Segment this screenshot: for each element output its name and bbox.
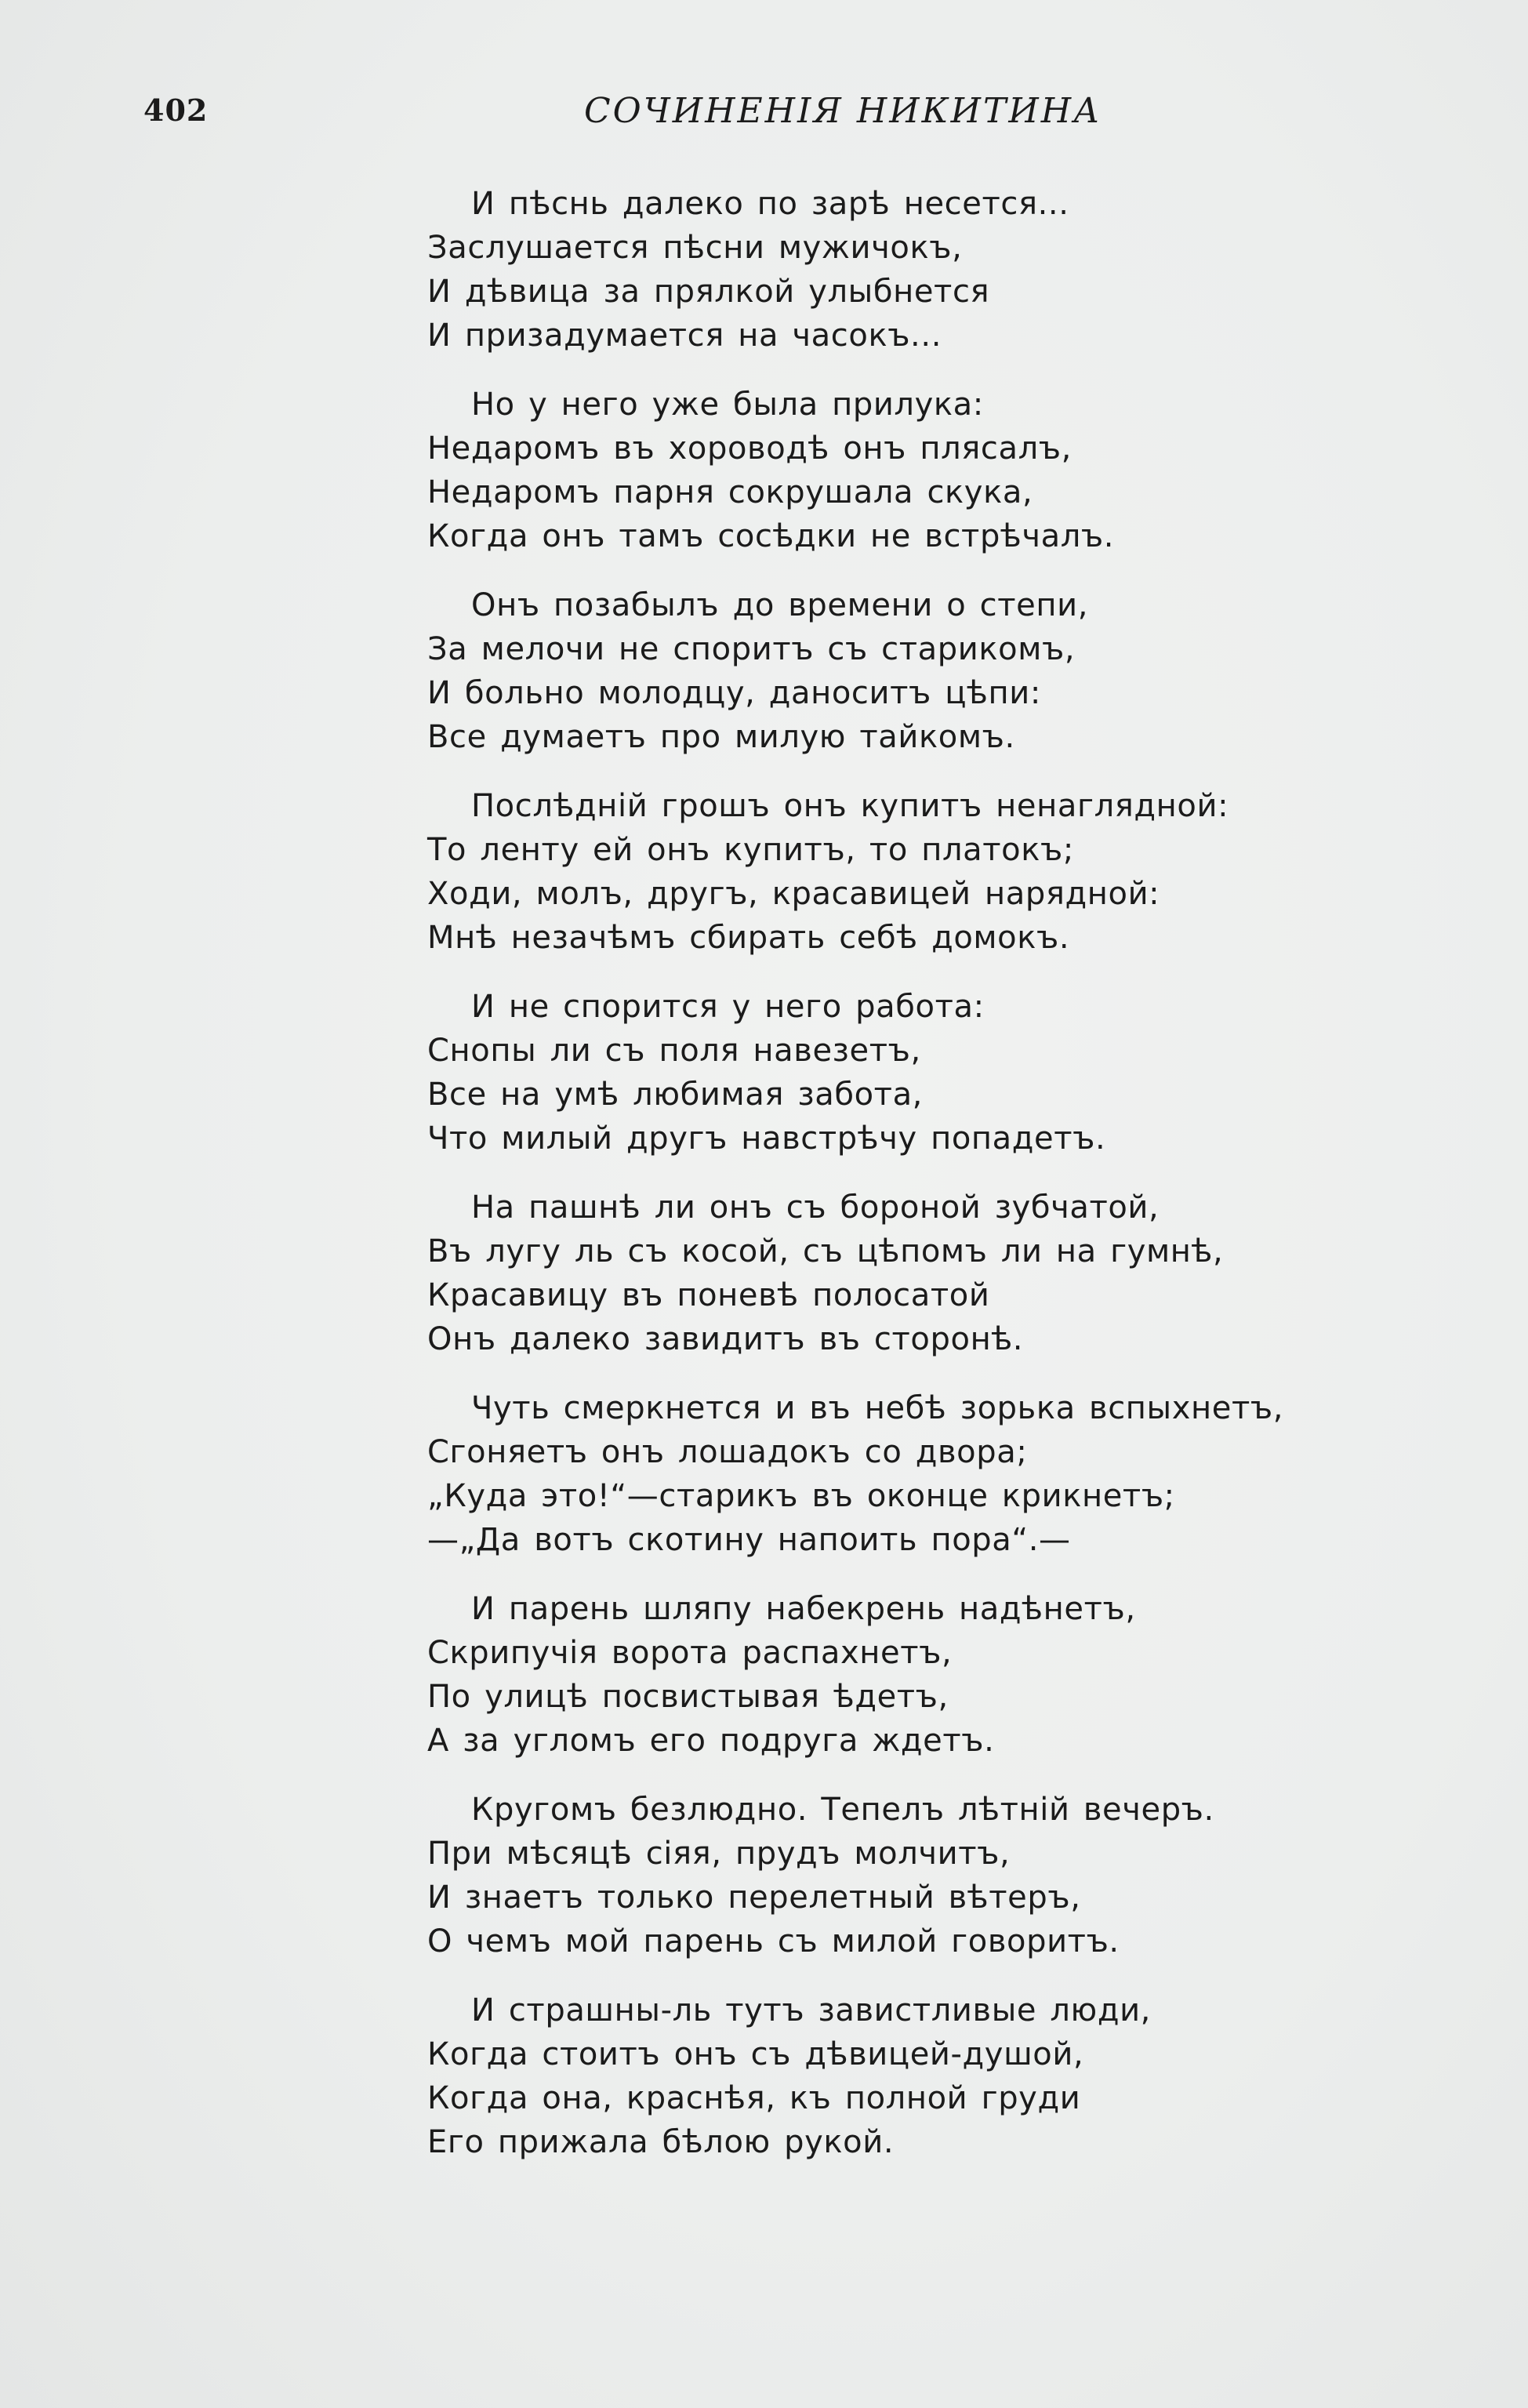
poem-line: Что милый другъ навстрѣчу попадетъ. bbox=[427, 1120, 1106, 1157]
poem-line: То ленту ей онъ купитъ, то платокъ; bbox=[427, 832, 1074, 868]
poem-line: Когда стоитъ онъ съ дѣвицей-душой, bbox=[427, 2036, 1084, 2072]
poem-line: Въ лугу ль съ косой, съ цѣпомъ ли на гумнѣ, bbox=[427, 1233, 1224, 1269]
poem-line: И дѣвица за прялкой улыбнется bbox=[427, 274, 990, 310]
poem-line: И не спорится у него работа: bbox=[471, 989, 985, 1025]
poem-line: И больно молодцу, даноситъ цѣпи: bbox=[427, 675, 1041, 711]
poem-line: Его прижала бѣлою рукой. bbox=[427, 2124, 895, 2160]
poem-line: И страшны-ль тутъ завистливые люди, bbox=[471, 1992, 1151, 2028]
poem-line: Недаромъ въ хороводѣ онъ плясалъ, bbox=[427, 430, 1072, 467]
poem-line: За мелочи не споритъ съ старикомъ, bbox=[427, 631, 1076, 667]
stanza bbox=[427, 383, 1368, 583]
poem-line: И призадумается на часокъ... bbox=[427, 318, 942, 354]
stanza bbox=[427, 985, 1368, 1186]
poem-line: Когда онъ тамъ сосѣдки не встрѣчалъ. bbox=[427, 518, 1115, 554]
poem-line: Послѣдній грошъ онъ купитъ ненаглядной: bbox=[471, 788, 1229, 824]
poem-line: Все на умѣ любимая забота, bbox=[427, 1077, 923, 1113]
poem-line: Ходи, молъ, другъ, красавицей нарядной: bbox=[427, 876, 1160, 912]
poem-line: Заслушается пѣсни мужичокъ, bbox=[427, 230, 963, 266]
poem-line: И пѣснь далеко по зарѣ несется... bbox=[471, 186, 1069, 222]
page-number: 402 bbox=[143, 93, 209, 128]
stanza bbox=[427, 1989, 1368, 2189]
poem-line: Кругомъ безлюдно. Тепелъ лѣтній вечеръ. bbox=[471, 1792, 1214, 1828]
stanza bbox=[427, 784, 1368, 985]
stanza bbox=[427, 1386, 1368, 1587]
poem-line: Красавицу въ поневѣ полосатой bbox=[427, 1277, 990, 1313]
stanza bbox=[427, 1788, 1368, 1989]
poem-line: Чуть смеркнется и въ небѣ зорька вспыхнетъ, bbox=[471, 1390, 1284, 1426]
poem-line: Онъ далеко завидитъ въ сторонѣ. bbox=[427, 1321, 1024, 1357]
poem-line: Онъ позабылъ до времени о степи, bbox=[471, 587, 1089, 623]
poem-line: „Куда это!“—старикъ въ оконце крикнетъ; bbox=[427, 1478, 1175, 1514]
stanza bbox=[427, 1186, 1368, 1386]
poem-line: На пашнѣ ли онъ съ бороной зубчатой, bbox=[471, 1189, 1160, 1226]
poem-line: И парень шляпу набекрень надѣнетъ, bbox=[471, 1591, 1136, 1627]
poem bbox=[427, 182, 1368, 2189]
poem-line: Недаромъ парня сокрушала скука, bbox=[427, 474, 1033, 510]
stanza bbox=[427, 583, 1368, 784]
poem-line: Но у него уже была прилука: bbox=[471, 387, 984, 423]
poem-line: Сгоняетъ онъ лошадокъ со двора; bbox=[427, 1434, 1028, 1470]
poem-line: Все думаетъ про милую тайкомъ. bbox=[427, 719, 1015, 755]
poem-line: При мѣсяцѣ сіяя, прудъ молчитъ, bbox=[427, 1836, 1011, 1872]
poem-line: —„Да вотъ скотину напоить пора“.— bbox=[427, 1522, 1071, 1558]
poem-line: И знаетъ только перелетный вѣтеръ, bbox=[427, 1880, 1081, 1916]
poem-line: По улицѣ посвистывая ѣдетъ, bbox=[427, 1679, 949, 1715]
poem-line: О чемъ мой парень съ милой говоритъ. bbox=[427, 1923, 1120, 1959]
stanza bbox=[427, 1587, 1368, 1788]
poem-line: Снопы ли съ поля навезетъ, bbox=[427, 1033, 921, 1069]
poem-line: А за угломъ его подруга ждетъ. bbox=[427, 1723, 995, 1759]
poem-line: Когда она, краснѣя, къ полной груди bbox=[427, 2080, 1081, 2116]
running-title: СОЧИНЕНІЯ НИКИТИНА bbox=[584, 91, 1102, 131]
poem-line: Скрипучія ворота распахнетъ, bbox=[427, 1635, 953, 1671]
poem-line: Мнѣ незачѣмъ сбирать себѣ домокъ. bbox=[427, 920, 1070, 956]
stanza bbox=[427, 182, 1368, 383]
